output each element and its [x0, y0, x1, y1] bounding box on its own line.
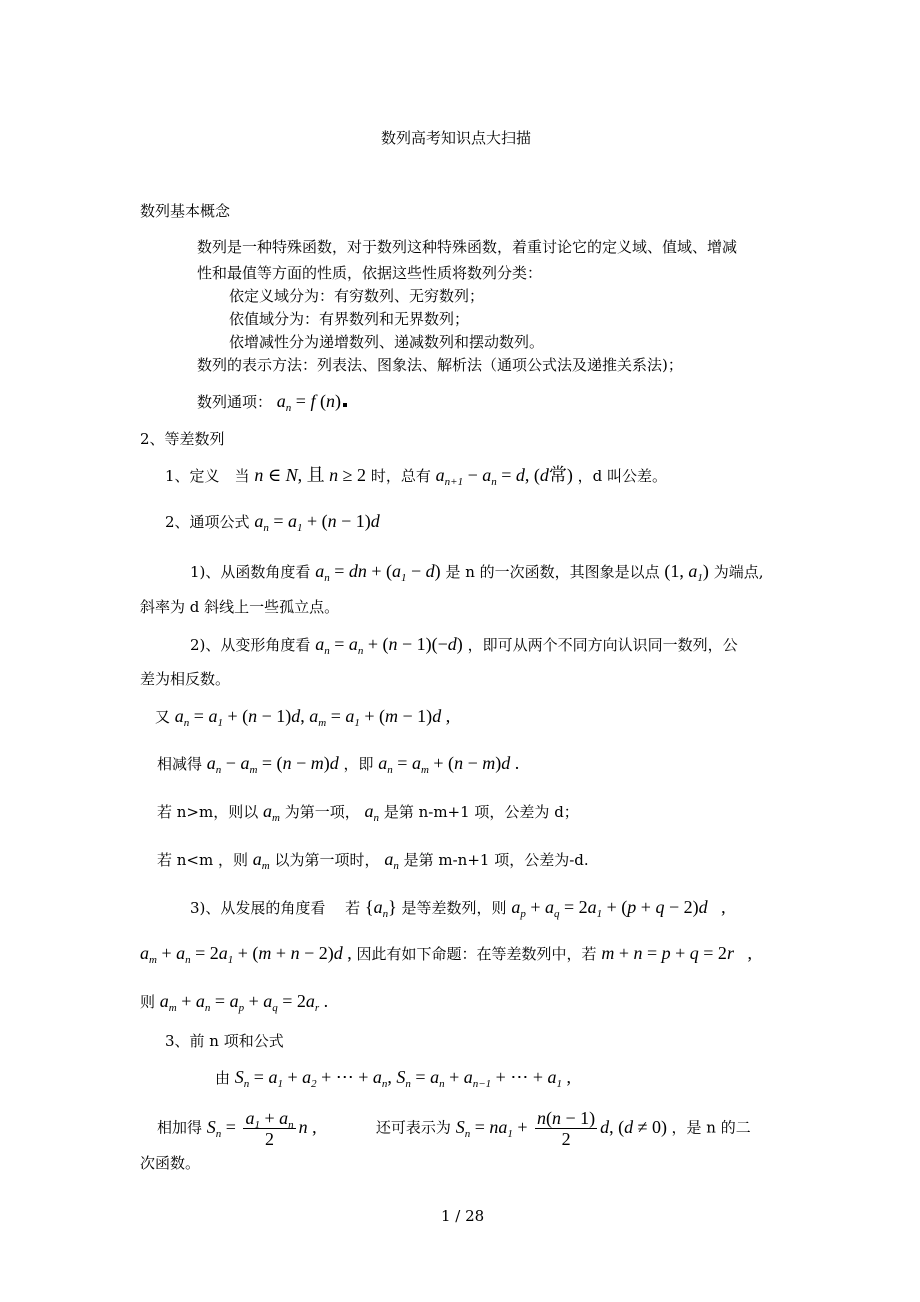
formula-label: 数列通项：	[197, 393, 273, 411]
paragraph-line	[140, 942, 752, 965]
section-heading: 2、等差数列	[140, 430, 225, 448]
math-formula: $a_m$	[252, 849, 270, 872]
paragraph-line: 数列是一种特殊函数，对于数列这种特殊函数，着重讨论它的定义域、值域、增减	[197, 238, 738, 256]
text-run: 时，总有	[370, 467, 431, 485]
text-run: 1)、从函数角度看	[190, 563, 311, 581]
text-run: ，即	[343, 755, 374, 773]
text-run: 由	[215, 1069, 231, 1087]
text-run: 又	[155, 708, 171, 726]
paragraph-line: 性和最值等方面的性质，依据这些性质将数列分类：	[197, 264, 543, 282]
math-formula: $a_n$ = dn + $(a_1 - d)$	[315, 561, 441, 584]
page-number: 1 / 28	[441, 1207, 485, 1225]
formula-line	[157, 1108, 751, 1149]
math-formula: $a_n = a_m + (n - m)d$ .	[378, 753, 520, 776]
text-run: 是等差数列，则	[401, 899, 507, 917]
math-formula: (1, $a_1$)	[664, 561, 709, 584]
text-run: 因此有如下命题：在等差数列中，若	[356, 945, 597, 963]
math-formula: $a_p + a_q = 2a_1 + (p + q - 2)d$ ,	[511, 897, 726, 920]
text-run: 若 n<m ，则	[157, 851, 248, 869]
text-run: 是 n 的一次函数，其图象是以点	[445, 563, 660, 581]
text-run: ，d 叫公差。	[577, 467, 668, 485]
math-formula: $a_n$	[364, 801, 380, 824]
text-run: 以为第一项时，	[274, 851, 380, 869]
math-formula: m + n = p + q = 2r ,	[601, 943, 752, 963]
text-cursor-mark	[343, 403, 347, 407]
math-formula: $a_{n+1} - a_n = d$, (d常)	[435, 465, 573, 488]
math-formula: $a_n = a_1 + (n - 1)d$	[254, 511, 380, 534]
paragraph-line: 数列的表示方法：列表法、图象法、解析法（通项公式法及递推关系法)；	[197, 356, 683, 374]
classification-line: 依定义域分为：有穷数列、无穷数列；	[229, 287, 485, 305]
text-run: 2)、从变形角度看	[190, 636, 311, 654]
classification-line: 依值域分为：有界数列和无界数列；	[229, 310, 470, 328]
formula-line	[155, 705, 450, 728]
paragraph-line: 次函数。	[140, 1154, 201, 1172]
math-formula: $a_m + a_n = a_p + a_q = 2a_r$ .	[159, 991, 329, 1014]
math-formula: $a_n = f$ (n)	[276, 391, 341, 414]
section-heading: 数列基本概念	[140, 202, 231, 220]
text-run: 相减得	[157, 755, 203, 773]
text-run: 是第 m-n+1 项，公差为-d.	[403, 851, 589, 869]
math-formula: $a_n = a_n + (n - 1)(-d)$	[315, 634, 463, 657]
classification-line: 依增减性分为递增数列、递减数列和摆动数列。	[229, 333, 545, 351]
math-formula: $a_m + a_n = 2a_1 + (m + n - 2)d$ ,	[140, 943, 352, 966]
paragraph-line	[190, 560, 763, 583]
paragraph-line	[190, 896, 726, 919]
paragraph-line: 差为相反数。	[140, 670, 231, 688]
math-formula: $S_n$ = $\frac{a_1 + a_n}{2}$ n ,	[206, 1108, 317, 1149]
text-run: 为第一项，	[284, 803, 360, 821]
paragraph-line	[157, 848, 589, 871]
text-run: ，即可从两个不同方向认识同一数列，公	[467, 636, 738, 654]
text-run: 为端点,	[713, 563, 764, 581]
paragraph-line: 斜率为 d 斜线上一些孤立点。	[140, 598, 340, 616]
text-run: 若 n>m，则以	[157, 803, 259, 821]
formula-line	[197, 390, 347, 413]
paragraph-line	[190, 633, 738, 656]
page-title: 数列高考知识点大扫描	[381, 129, 532, 147]
math-formula: n ∈ N, 且 n ≥ 2	[254, 465, 367, 485]
definition-line	[165, 464, 667, 487]
math-formula: $S_n = a_1 + a_2$ + ⋯ + $a_n$, $S_n = a_n + a_{n-1}$ + ⋯ + $a_1$ ,	[234, 1067, 571, 1090]
text-run: 还可表示为	[375, 1118, 451, 1137]
math-formula: $\{a_n\}$	[364, 897, 397, 920]
paragraph-line	[157, 800, 579, 823]
text-run: ，是 n 的二	[671, 1118, 751, 1137]
section-heading: 3、前 n 项和公式	[165, 1032, 284, 1050]
formula-line	[165, 510, 380, 533]
text-run: 是第 n-m+1 项，公差为 d；	[383, 803, 579, 821]
formula-line	[215, 1066, 571, 1089]
fraction: $\frac{n(n - 1)}{2}$	[537, 1108, 596, 1149]
fraction: $\frac{a_1 + a_n}{2}$	[245, 1108, 294, 1149]
math-formula: $a_n - a_m = (n - m)d$	[206, 753, 339, 776]
text-run: 2、通项公式	[165, 513, 250, 531]
text-run: 相加得	[157, 1118, 203, 1137]
formula-line	[157, 752, 519, 775]
text-run: 1、定义 当	[165, 467, 250, 485]
text-run: 则	[140, 993, 156, 1011]
text-run: 3)、从发展的角度看 若	[190, 899, 361, 917]
formula-line	[140, 990, 328, 1013]
math-formula: $a_n = a_1 + (n - 1)d$, $a_m = a_1 + (m - 1)d$ ,	[174, 706, 451, 729]
math-formula: $S_n = na_1$ + $\frac{n(n - 1)}{2}$ d, (d ≠ 0)	[455, 1108, 668, 1149]
math-formula: $a_m$	[263, 801, 280, 824]
math-formula: $a_n$	[384, 849, 399, 872]
